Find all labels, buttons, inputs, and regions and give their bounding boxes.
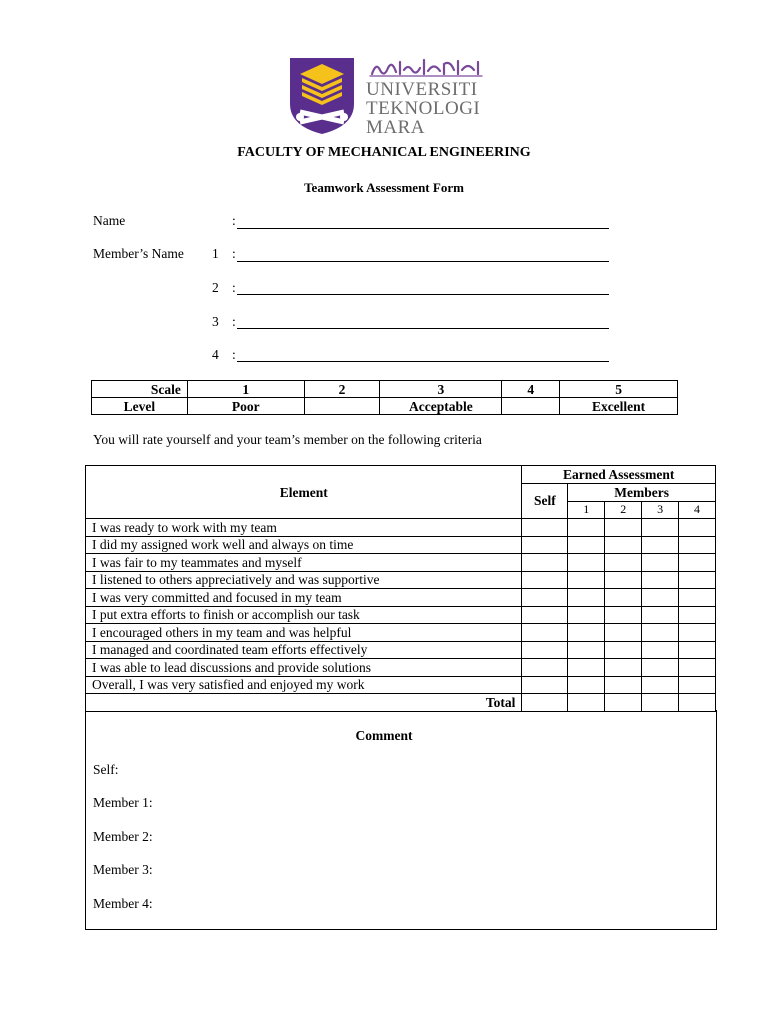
criterion-text: I listened to others appreciatively and was supportive: [86, 571, 522, 589]
member-score-cell[interactable]: [605, 519, 642, 537]
member-score-cell[interactable]: [568, 571, 605, 589]
member-score-cell[interactable]: [679, 589, 716, 607]
member-score-cell[interactable]: [568, 519, 605, 537]
criterion-row: [86, 589, 716, 607]
member-3-field[interactable]: [237, 328, 609, 329]
self-score-cell[interactable]: [522, 606, 568, 624]
criterion-row: [86, 624, 716, 642]
member-score-cell[interactable]: [568, 536, 605, 554]
member-score-cell[interactable]: [679, 571, 716, 589]
member-score-cell[interactable]: [605, 554, 642, 572]
member-col-header: 2: [605, 501, 642, 519]
criterion-text: I was ready to work with my team: [86, 519, 522, 537]
scale-cell: 2: [304, 381, 380, 398]
self-score-cell[interactable]: [522, 676, 568, 694]
member-score-cell[interactable]: [679, 624, 716, 642]
criterion-row: [86, 641, 716, 659]
criterion-row: [86, 536, 716, 554]
level-label: Level: [92, 398, 188, 415]
element-header: Element: [86, 466, 522, 519]
member-score-cell[interactable]: [605, 624, 642, 642]
members-header: Members: [568, 483, 716, 501]
member-score-cell[interactable]: [605, 659, 642, 677]
member-score-cell[interactable]: [642, 519, 679, 537]
header-row-1: [86, 466, 716, 484]
scale-cell: 5: [560, 381, 678, 398]
member-colon: :: [232, 246, 236, 261]
member-1-field[interactable]: [237, 261, 609, 262]
member-score-cell[interactable]: [642, 571, 679, 589]
university-logo: [288, 56, 488, 136]
scale-cell: 4: [502, 381, 560, 398]
member-total-cell[interactable]: [679, 694, 716, 712]
total-row: [86, 694, 716, 712]
member-score-cell[interactable]: [642, 624, 679, 642]
member-col-header: 4: [679, 501, 716, 519]
member-score-cell[interactable]: [679, 659, 716, 677]
criterion-row: [86, 659, 716, 677]
level-cell: Acceptable: [380, 398, 502, 415]
comment-member-3-label: Member 3:: [93, 862, 153, 877]
criterion-text: I was very committed and focused in my team: [86, 589, 522, 607]
member-score-cell[interactable]: [642, 676, 679, 694]
member-col-header: 3: [642, 501, 679, 519]
member-score-cell[interactable]: [642, 589, 679, 607]
criteria-table: [85, 465, 716, 712]
member-2-field[interactable]: [237, 294, 609, 295]
member-score-cell[interactable]: [679, 536, 716, 554]
self-score-cell[interactable]: [522, 571, 568, 589]
member-score-cell[interactable]: [568, 641, 605, 659]
logo-shield-icon: [288, 56, 358, 136]
scale-cell: 3: [380, 381, 502, 398]
criterion-text: I was fair to my teammates and myself: [86, 554, 522, 572]
member-total-cell[interactable]: [605, 694, 642, 712]
member-4-field[interactable]: [237, 361, 609, 362]
member-score-cell[interactable]: [605, 571, 642, 589]
criterion-row: [86, 571, 716, 589]
logo-arabic-script: [368, 56, 484, 78]
member-score-cell[interactable]: [642, 659, 679, 677]
level-cell: [304, 398, 380, 415]
self-score-cell[interactable]: [522, 519, 568, 537]
member-colon: :: [232, 314, 236, 329]
scale-cell: 1: [187, 381, 304, 398]
member-number: 1: [212, 246, 219, 261]
criterion-row: [86, 554, 716, 572]
earned-assessment-header: Earned Assessment: [522, 466, 716, 484]
member-number: 3: [212, 314, 219, 329]
member-score-cell[interactable]: [605, 641, 642, 659]
comment-member-4-label: Member 4:: [93, 896, 153, 911]
criterion-text: I was able to lead discussions and provide solutions: [86, 659, 522, 677]
comment-member-2-label: Member 2:: [93, 829, 153, 844]
criterion-row: [86, 606, 716, 624]
level-row: [92, 398, 678, 415]
comment-member-1-label: Member 1:: [93, 795, 153, 810]
criterion-row: [86, 519, 716, 537]
member-score-cell[interactable]: [605, 589, 642, 607]
self-score-cell[interactable]: [522, 641, 568, 659]
name-label: Name: [93, 213, 126, 228]
member-score-cell[interactable]: [679, 554, 716, 572]
member-score-cell[interactable]: [642, 536, 679, 554]
member-total-cell[interactable]: [568, 694, 605, 712]
self-header: Self: [522, 483, 568, 519]
scale-row: [92, 381, 678, 398]
member-score-cell[interactable]: [605, 606, 642, 624]
self-score-cell[interactable]: [522, 624, 568, 642]
member-score-cell[interactable]: [642, 554, 679, 572]
members-label: Member’s Name: [93, 246, 184, 261]
criterion-text: I did my assigned work well and always on time: [86, 536, 522, 554]
member-score-cell[interactable]: [568, 676, 605, 694]
scale-table: [91, 380, 678, 415]
form-title: Teamwork Assessment Form: [304, 180, 464, 195]
member-score-cell[interactable]: [642, 606, 679, 624]
member-score-cell[interactable]: [568, 589, 605, 607]
member-score-cell[interactable]: [679, 676, 716, 694]
member-col-header: 1: [568, 501, 605, 519]
member-score-cell[interactable]: [568, 659, 605, 677]
member-total-cell[interactable]: [642, 694, 679, 712]
name-colon: :: [232, 213, 236, 228]
self-total-cell[interactable]: [522, 694, 568, 712]
member-score-cell[interactable]: [605, 676, 642, 694]
member-score-cell[interactable]: [679, 641, 716, 659]
criterion-text: Overall, I was very satisfied and enjoyed my work: [86, 676, 522, 694]
member-score-cell[interactable]: [568, 554, 605, 572]
member-colon: :: [232, 347, 236, 362]
criterion-text: I managed and coordinated team efforts effectively: [86, 641, 522, 659]
criterion-row: [86, 676, 716, 694]
member-colon: :: [232, 280, 236, 295]
self-score-cell[interactable]: [522, 554, 568, 572]
criterion-text: I encouraged others in my team and was helpful: [86, 624, 522, 642]
self-score-cell[interactable]: [522, 659, 568, 677]
instruction-text: You will rate yourself and your team’s member on the following criteria: [93, 432, 482, 447]
name-field[interactable]: [237, 228, 609, 229]
level-cell: [502, 398, 560, 415]
member-number: 4: [212, 347, 219, 362]
criterion-text: I put extra efforts to finish or accomplish our task: [86, 606, 522, 624]
member-score-cell[interactable]: [605, 536, 642, 554]
level-cell: Poor: [187, 398, 304, 415]
member-score-cell[interactable]: [642, 641, 679, 659]
member-score-cell[interactable]: [679, 519, 716, 537]
scale-label: Scale: [92, 381, 188, 398]
total-label: Total: [86, 694, 522, 712]
faculty-heading: FACULTY OF MECHANICAL ENGINEERING: [237, 145, 531, 160]
self-score-cell[interactable]: [522, 589, 568, 607]
self-score-cell[interactable]: [522, 536, 568, 554]
member-score-cell[interactable]: [568, 606, 605, 624]
logo-wordmark: UNIVERSITI TEKNOLOGI MARA: [366, 79, 481, 138]
comment-self-label: Self:: [93, 762, 119, 777]
member-number: 2: [212, 280, 219, 295]
member-score-cell[interactable]: [568, 624, 605, 642]
comment-title: Comment: [355, 728, 413, 743]
level-cell: Excellent: [560, 398, 678, 415]
member-score-cell[interactable]: [679, 606, 716, 624]
